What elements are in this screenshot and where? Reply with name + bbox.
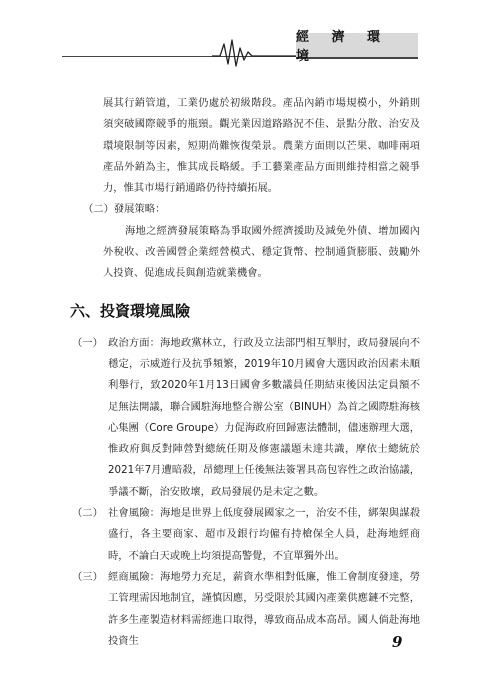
page-number: 9 (392, 633, 403, 651)
list-item-number: （一） (72, 336, 103, 349)
page-header (0, 0, 480, 70)
list-item-text: 政治方面：海地政黨林立，行政及立法部門相互掣肘，政局發展向不穩定，示威遊行及抗爭頻繁，2019年10月國會大選因政治因素未順利舉行，致2020年1月13日國會多數議員任期結束後因法定員額不足無法開議，聯合國駐海地整合辦公室（BINUH）為首之國際駐海核心集團（Core Groupe）力促海政府回歸憲法體制，儘速辦理大選，惟政府與反對陣營對總統任期及修憲議題未達共識，摩依士總統於2021年7月遭暗殺，昂總理上任後無法簽署具高包容性之政治協議，爭議不斷，治安敗壞，政局發展仍是未定之數。 (108, 336, 420, 498)
subsection-label: （二）發展策略： (83, 203, 166, 216)
list-item-number: （三） (72, 570, 103, 583)
header-title: 經 濟 環 境 (296, 33, 418, 59)
subsection-body: 海地之經濟發展策略為爭取國外經濟援助及減免外債、增加國內外稅收、改善國營企業經營模式、穩定貨幣、控制通貨膨脹、鼓勵外人投資、促進成長與創造就業機會。 (103, 224, 420, 280)
list-item-number: （二） (72, 507, 103, 520)
list-item-text: 經商風險：海地勞力充足，薪資水準相對低廉，惟工會制度發達，勞工管理需因地制宜，謹慎因應，另受限於其國內產業供應鏈不完整，許多生產製造材料需經進口取得，導致商品成本高昂。國人倘赴海地投資生 (108, 570, 420, 647)
list-item (70, 503, 420, 567)
list-item (70, 333, 420, 503)
list-item-text: 社會風險：海地是世界上低度發展國家之一，治安不佳，綁架與謀殺盛行，各主要商家、超市及銀行均僱有持槍保全人員，赴海地經商時，不論白天或晚上均須提高警覺，不宜單獨外出。 (108, 507, 420, 562)
heartbeat-wave-icon (212, 36, 302, 68)
page-body (70, 93, 420, 652)
list-item (70, 567, 420, 652)
section-heading: 六、投資環境風險 (70, 301, 191, 320)
continued-paragraph: 展其行銷管道，工業仍處於初級階段。產品內銷市場規模小，外銷則須突破國際競爭的瓶頸。觀光業因道路路況不佳、景點分散、治安及環境限制等因素，短期尚難恢復榮景。農業方面則以芒果、咖啡兩項產品外銷為主，惟其成長略緩。手工藝業產品方面則維持相當之競爭力，惟其市場行銷通路仍待持續拓展。 (103, 97, 420, 195)
